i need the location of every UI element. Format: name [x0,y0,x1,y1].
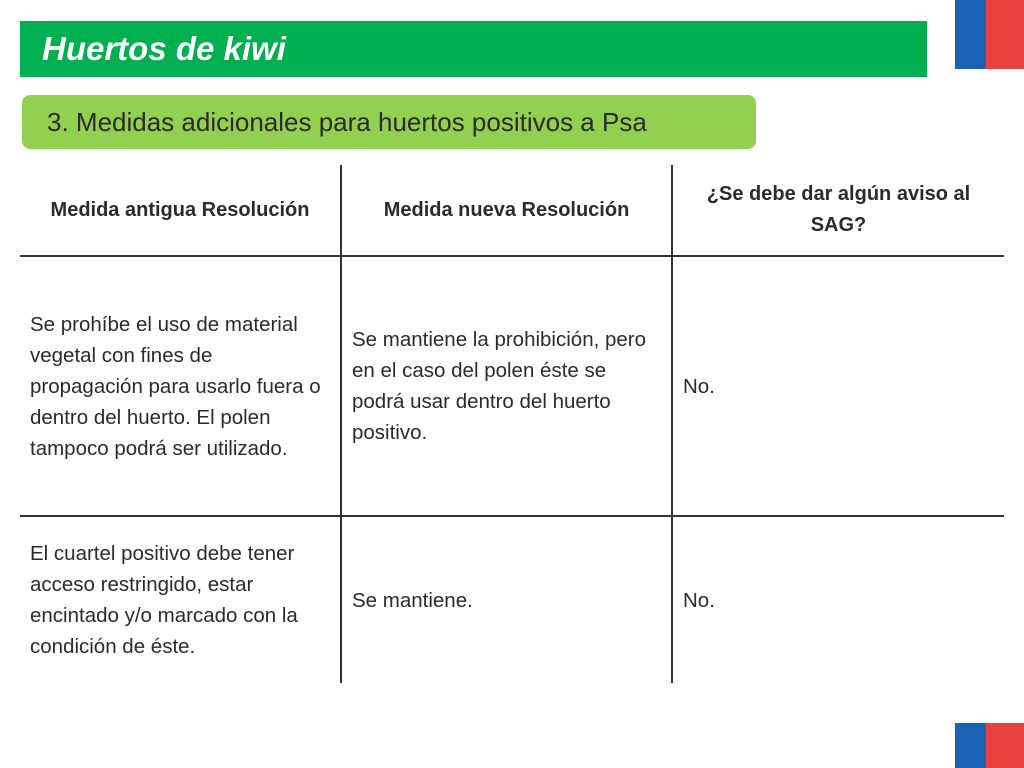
row-1-medida-antigua: Se prohíbe el uso de material vegetal con fines de propagación para usarlo fuera o dentro del huerto. El polen tampoco podrá ser utilizado. [30,312,321,460]
flag-decoration-bottom [955,723,1024,768]
section-subtitle: 3. Medidas adicionales para huertos positivos a Psa [47,106,647,137]
measures-table [20,165,1004,683]
flag-blue-stripe [955,0,986,69]
row-2-medida-antigua: El cuartel positivo debe tener acceso restringido, estar encintado y/o marcado con la condición de éste. [30,542,298,658]
header-medida-antigua: Medida antigua Resolución [50,198,310,221]
page-title: Huertos de kiwi [42,30,286,67]
row-1-aviso: No. [683,374,715,398]
flag-red-stripe [986,0,1024,69]
header-aviso-sag: ¿Se debe dar algún aviso al SAG? [706,183,971,236]
row-2-aviso: No. [683,588,715,612]
title-bar [20,21,927,77]
row-1-medida-nueva: Se mantiene la prohibición, pero en el caso del polen éste se podrá usar dentro del huerto positivo. [352,328,647,444]
flag-blue-stripe [955,723,986,768]
flag-decoration-top [955,0,1024,69]
row-2-medida-nueva: Se mantiene. [352,588,473,612]
header-medida-nueva: Medida nueva Resolución [383,198,630,221]
flag-red-stripe [986,723,1024,768]
subtitle-bar [22,95,756,149]
